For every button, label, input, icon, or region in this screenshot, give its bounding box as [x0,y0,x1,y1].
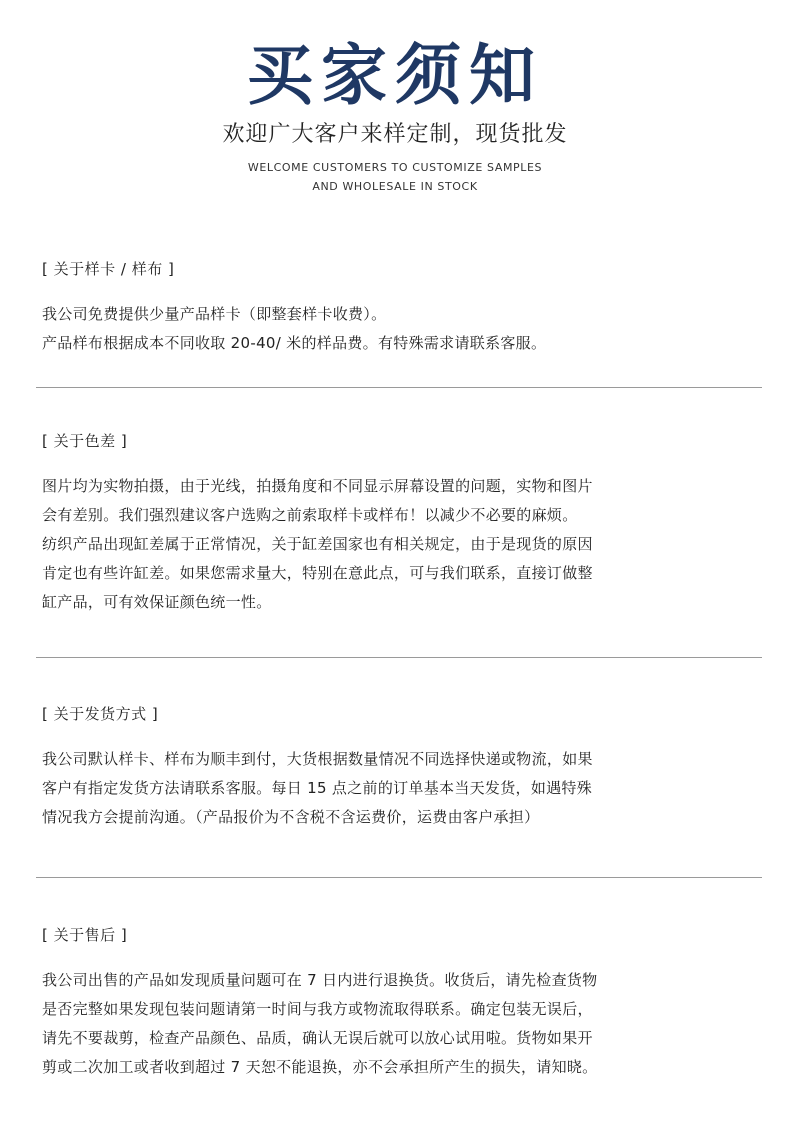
section-line: 会有差别。我们强烈建议客户选购之前索取样卡或样布！以减少不必要的麻烦。 [42,506,578,524]
section-shipping-method [42,703,752,832]
section-line: 客户有指定发货方法请联系客服。每日 15 点之前的订单基本当天发货，如遇特殊 [42,779,593,797]
section-line: 我公司免费提供少量产品样卡（即整套样卡收费）。 [42,305,387,323]
section-title: [ 关于样卡 / 样布 ] [42,260,175,278]
section-body [42,300,752,358]
section-line: 产品样布根据成本不同收取 20-40/ 米的样品费。有特殊需求请联系客服。 [42,334,547,352]
page-subtitle: 欢迎广大客户来样定制，现货批发 [222,122,568,147]
section-line: 是否完整如果发现包装问题请第一时间与我方或物流取得联系。确定包装无误后， [42,1000,593,1018]
section-sample-cards [42,258,752,358]
section-line: 我公司出售的产品如发现质量问题可在 7 日内进行退换货。收货后，请先检查货物 [42,971,598,989]
page-title: 买家须知 [247,37,543,114]
section-title: [ 关于色差 ] [42,432,128,450]
section-after-sales [42,924,752,1082]
section-line: 剪或二次加工或者收到超过 7 天恕不能退换，亦不会承担所产生的损失，请知晓。 [42,1058,598,1076]
section-body [42,472,752,617]
section-title: [ 关于发货方式 ] [42,705,159,723]
section-body [42,966,752,1082]
english-subtitle-line-1: WELCOME CUSTOMERS TO CUSTOMIZE SAMPLES [247,161,543,174]
section-line: 请先不要裁剪，检查产品颜色、品质，确认无误后就可以放心试用啦。货物如果开 [42,1029,593,1047]
section-line: 我公司默认样卡、样布为顺丰到付，大货根据数量情况不同选择快递或物流，如果 [42,750,593,768]
section-color-difference [42,430,752,617]
divider [36,877,762,878]
section-body [42,745,752,832]
section-line: 肯定也有些许缸差。如果您需求量大，特别在意此点，可与我们联系，直接订做整 [42,564,593,582]
section-line: 图片均为实物拍摄，由于光线，拍摄角度和不同显示屏幕设置的问题，实物和图片 [42,477,593,495]
english-subtitle [0,158,790,196]
section-title: [ 关于售后 ] [42,926,128,944]
divider [36,657,762,658]
section-line: 情况我方会提前沟通。（产品报价为不含税不含运费价，运费由客户承担） [42,808,540,826]
divider [36,387,762,388]
english-subtitle-line-2: AND WHOLESALE IN STOCK [312,180,478,193]
section-line: 缸产品，可有效保证颜色统一性。 [42,593,272,611]
section-line: 纺织产品出现缸差属于正常情况，关于缸差国家也有相关规定，由于是现货的原因 [42,535,593,553]
